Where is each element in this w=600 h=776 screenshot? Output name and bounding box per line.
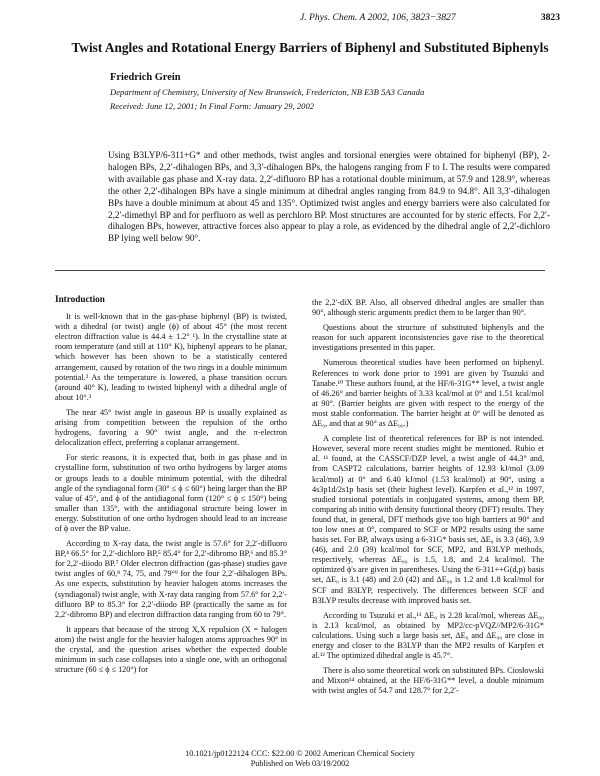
paragraph: It appears that because of the strong X,X repulsion (X = halogen atom) the twist angle for the heavier halogen atoms approaches 90° in the crystal, and the question arises whether the expected double minimum in such case collapses into a single one, with an orthogonal structure (60 ≤ ϕ ≤ 120°) for (55, 624, 287, 675)
running-head (0, 12, 600, 28)
paper-title: Twist Angles and Rotational Energy Barriers of Biphenyl and Substituted Biphenyls (71, 40, 549, 55)
paragraph: For steric reasons, it is expected that, both in gas phase and in crystalline form, substitution of two ortho hydrogens by larger atoms or groups leads to a double minimum potential, with the dihedral angle of the syndiagonal form (30° ≤ ϕ ≤ 60°) being larger than the BP value of 45°, and ϕ of the antidiagonal form (120° ≤ ϕ ≤ 150°) being smaller than 135°, with the antidiagonal structure being lower in energy. Substitution of one ortho hydrogen should lead to an increase of ϕ over the BP value. (55, 453, 287, 533)
author-name: Friedrich Grein (110, 72, 181, 83)
paragraph: According to X-ray data, the twist angle is 57.6° for 2,2′-difluoro BP,⁴ 66.5° for 2,2′-dichloro BP,⁵ 85.4° for 2,2′-dibromo BP,⁶ and 85.3° for 2,2′-diiodo BP.⁷ Older electron diffraction (gas-phase) studies gave twist angles of 60,⁸ 74, 75, and 79°⁹ for the four 2,2′-dihalogen BPs. As one expects, substitution by heavier halogen atoms increases the (syndiagonal) twist angle, with X-ray data ranging from 57.6° for 2,2′-difluoro BP to 85.3° for 2,2′-diiodo BP (practically the same as for 2,2′-dibromo BP) and electron diffraction data ranging from 60 to 79°. (55, 539, 287, 619)
paragraph: the 2,2′-diX BP. Also, all observed dihedral angles are smaller than 90°, although steric arguments predict them to be larger than 90°. (312, 298, 544, 318)
published-line: Published on Web 03/19/2002 (250, 759, 350, 768)
left-column (55, 294, 287, 680)
right-column (312, 298, 544, 701)
paragraph: According to Tsuzuki et al.,¹³ ΔE₀ is 2.28 kcal/mol, whereas ΔE₉₀ is 2.13 kcal/mol, as obtained by MP2/cc-pVQZ//MP2/6-31G* calculations. Using such a large basis set, ΔE₀ and ΔE₉₀ are close in energy and closer to the B3LYP than the MP2 results of Karpfen et al.¹² The optimized dihedral angle is 45.7°. (312, 610, 544, 661)
doi-line: 10.1021/jp0122124 CCC: $22.00 © 2002 American Chemical Society (185, 749, 415, 758)
abstract: Using B3LYP/6-311+G* and other methods, twist angles and torsional energies were obtained for biphenyl (BP), 2-halogen BPs, 2,2′-dihalogen BPs, and 3,3′-dihalogen BPs, the halogens ranging from F to I. The results were compared with available gas phase and X-ray data. 2,2′-difluoro BP has a rotational double minimum, at 57.9 and 128.9°, whereas the other 2,2′-dihalogen BPs have a single minimum at dihedral angles ranging from 84.9 to 94.8°. All 3,3′-dihalogen BPs have a double minimum at about 45 and 135°. Optimized twist angles and energy barriers were also calculated for 2,2′-dimethyl BP and for perfluoro as well as perchloro BP. Most structures are accounted for by steric effects. For 2,2′-dihalogen BPs, however, attractive forces also appear to play a role, as evidenced by the dihedral angle of 2,2′-dichloro BP lying well below 90°. (108, 150, 550, 244)
abstract-divider (55, 270, 545, 271)
journal-citation: J. Phys. Chem. A 2002, 106, 3823−3827 (300, 12, 456, 23)
paragraph: There is also some theoretical work on substituted BPs. Ciosłowski and Mixon¹⁴ obtained, at the HF/6-31G** level, a double minimum with twist angles of 54.7 and 128.7° for 2,2′- (312, 666, 544, 696)
paragraph: A complete list of theoretical references for BP is not intended. However, several more recent studies might be mentioned. Rubio et al. ¹¹ found, at the CASSCF/DZP level, a twist angle of 44.3° and, from CASPT2 calculations, barrier heights of 12.93 kJ/mol (3.09 kcal/mol) at 0° and 6.40 kJ/mol (1.53 kcal/mol) at 90°, using a 4s3p1d/2s1p basis set (their highest level). Karpfen et al.,¹² in 1997, studied torsional potentials in conjugated systems, among them BP, comparing ab initio with density functional theory (DFT) results. They found that, in general, DFT methods give too high barriers at 90° and too low ones at 0°, compared to SCF or MP2 results using the same basis set. For BP, always using a 6-31G* basis set, ΔE₀ is 3.3 (46), 3.9 (46), and 2.0 (39) kcal/mol for SCF, MP2, and B3LYP methods, respectively, whereas ΔE₉₀ is 1.5, 1.8, and 2.4 kcal/mol. The optimized ϕ's are given in parentheses. Using the 6-311++G(d,p) basis set, ΔE₀ is 3.1 (48) and 2.0 (42) and ΔE₉₀ is 1.2 and 1.8 kcal/mol for SCF and B3LYP, respectively. The differences between SCF and B3LYP results decrease with improved basis set. (312, 434, 544, 605)
paragraph: The near 45° twist angle in gaseous BP is usually explained as arising from competition between the repulsion of the ortho hydrogens, favoring a 90° twist angle, and the π-electron delocalization effect, preferring a coplanar arrangement. (55, 407, 287, 448)
paragraph: Questions about the structure of substituted biphenyls and the reason for such apparent inconsistencies gave rise to the theoretical investigations presented in this paper. (312, 323, 544, 353)
section-heading-introduction: Introduction (55, 294, 105, 304)
page-footer (0, 749, 600, 769)
page-number: 3823 (540, 12, 560, 23)
paragraph: Numerous theoretical studies have been performed on biphenyl. References to work done prior to 1991 are given by Tsuzuki and Tanabe.¹⁰ These authors found, at the HF/6-31G** level, a twist angle of 46.26° and barrier heights of 3.33 kcal/mol at 0° and 1.51 kcal/mol at 90°. (Barrier heights are given with respect to the energy of the most stable conformation. The barrier height at 0° will be denoted as ΔE₀, and that at 90° as ΔE₉₀.) (312, 358, 544, 429)
author-affiliation: Department of Chemistry, University of New Brunswick, Fredericton, NB E3B 5A3 Canada (110, 87, 425, 97)
received-dates: Received: June 12, 2001; In Final Form: January 29, 2002 (110, 101, 315, 111)
paragraph: It is well-known that in the gas-phase biphenyl (BP) is twisted, with a dihedral (or twist) angle (ϕ) of about 45° (the most recent electron diffraction value is 44.4 ± 1.2° ¹). In the crystalline state at room temperature (and still at 110° K), biphenyl appears to be planar, which however has been shown to be a statistically centered arrangement, caused by rotation of the two rings in a double minimum potential.² As the temperature is lowered, a phase transition occurs (around 40° K), leading to twisted biphenyl with a dihedral angle of about 10°.³ (55, 312, 287, 402)
